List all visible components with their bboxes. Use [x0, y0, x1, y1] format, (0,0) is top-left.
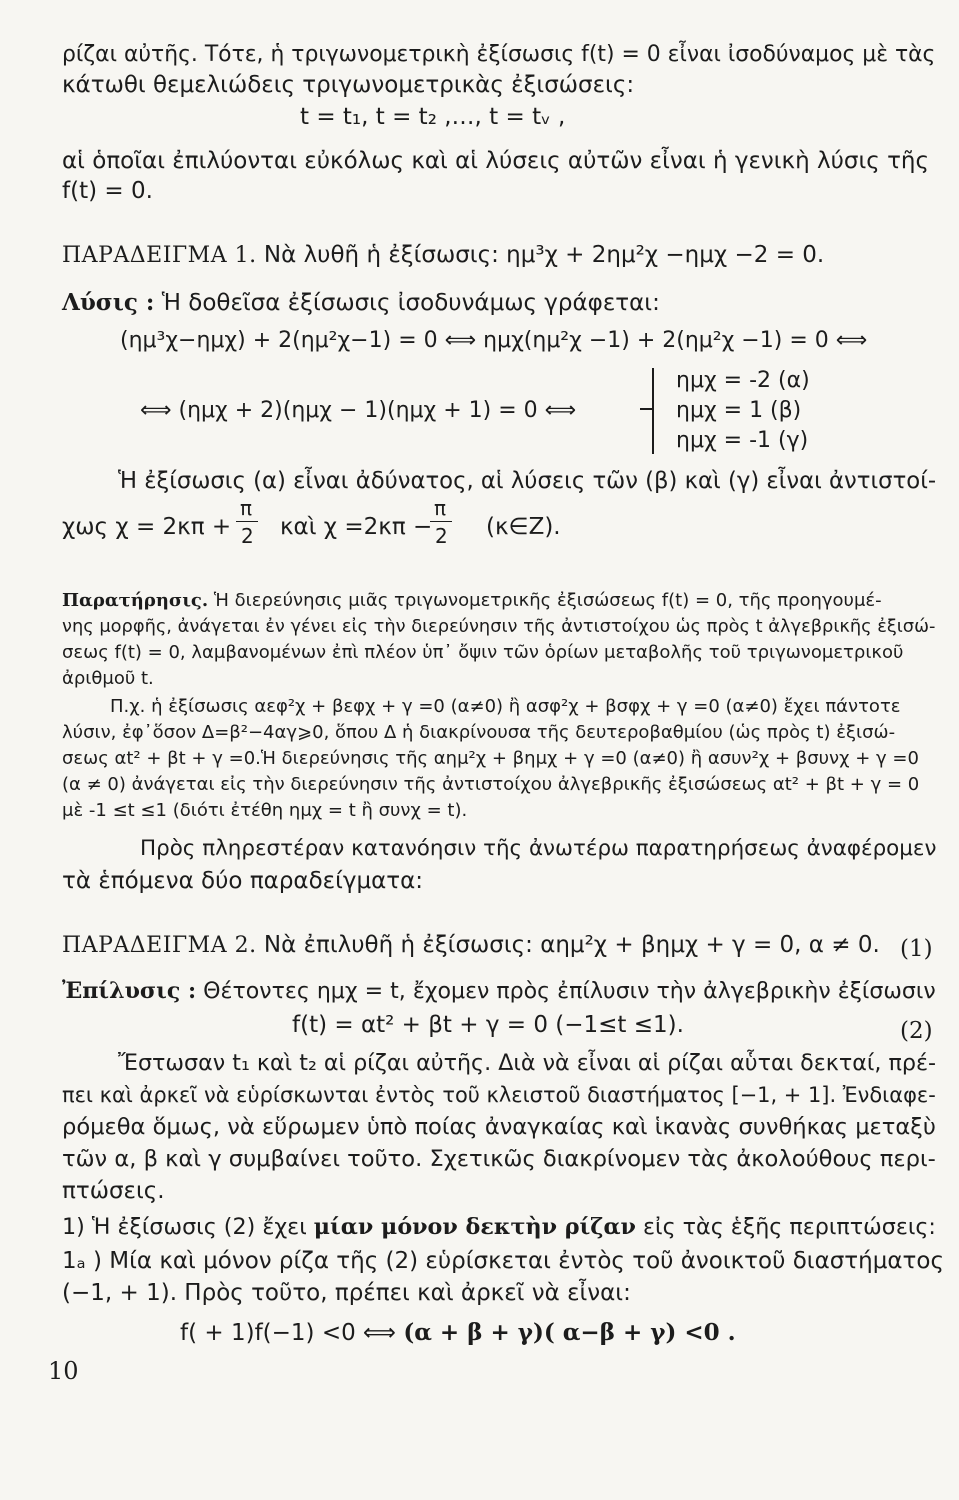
remark-line-1: [62, 588, 882, 614]
conclusion2-part-c: (κ∈Ζ).: [486, 514, 561, 540]
example2-solution-text: Θέτοντες ημχ = t, ἔχομεν πρὸς ἐπίλυσιν τὴν ἀλγεβρικὴν ἐξίσωσιν: [203, 978, 936, 1004]
case-b: ημχ = 1 (β): [676, 398, 802, 423]
remark-line-2: νης μορφῆς, ἀνάγεται ἐν γένει εἰς τὴν διερεύνησιν τῆς ἀντιστοίχου ὡς πρὸς t ἀλγεβρικῆς ἐξισώ-: [62, 616, 936, 637]
example1-equation-1: (ημ³χ−ημχ) + 2(ημ²χ−1) = 0 ⟺ ημχ(ημ²χ −1) + 2(ημ²χ −1) = 0 ⟺: [120, 328, 868, 353]
transition-line-2: τὰ ἑπόμενα δύο παραδείγματα:: [62, 868, 424, 894]
example1-heading: ΠΑΡΑΔΕΙΓΜΑ 1.: [62, 243, 257, 268]
example1-solution-label: Λύσις :: [62, 289, 155, 316]
case-1-emphasis: μίαν μόνον δεκτὴν ρίζαν: [313, 1214, 636, 1240]
conclusion2-part-a: χως χ = 2κπ +: [62, 514, 232, 540]
example2-paragraph-2: πει καὶ ἀρκεῖ νὰ εὑρίσκωνται ἐντὸς τοῦ κλειστοῦ διαστήματος [−1, + 1]. Ἐνδιαφε-: [62, 1083, 936, 1107]
cases-brace: [652, 368, 664, 454]
intro-equation: t = t₁, t = t₂ ,…, t = tᵥ ,: [300, 104, 566, 130]
remark-line-8: (α ≠ 0) ἀνάγεται εἰς τὴν διερεύνησιν τῆς ἀντιστοίχου ἀλγεβρικῆς ἐξισώσεως αt² + βt + γ = 0: [62, 774, 920, 795]
conclusion2-part-b: καὶ χ =2κπ −: [280, 514, 433, 540]
fraction-2-bar: [430, 521, 452, 522]
transition-line-1: Πρὸς πληρεστέραν κατανόησιν τῆς ἀνωτέρω παρατηρήσεως ἀναφέρομεν: [140, 836, 937, 861]
example2-paragraph-5: πτώσεις.: [62, 1178, 165, 1204]
remark-line-4: ἀριθμοῦ t.: [62, 668, 154, 689]
example2-paragraph-1: Ἔστωσαν t₁ καὶ t₂ αἱ ρίζαι αὐτῆς. Διὰ νὰ εἶναι αἱ ρίζαι αὗται δεκταί, πρέ-: [118, 1050, 937, 1076]
example1-title: [62, 240, 824, 271]
case-1-text-c: εἰς τὰς ἑξῆς περιπτώσεις:: [643, 1214, 936, 1240]
example2-title: [62, 930, 880, 961]
case-1-text-a: 1) Ἡ ἐξίσωσις (2) ἔχει: [62, 1214, 307, 1240]
example2-statement: Νὰ ἐπιλυθῆ ἡ ἐξίσωσις: αημ²χ + βημχ + γ = 0, α ≠ 0.: [263, 932, 880, 958]
equation-number-2: (2): [900, 1018, 933, 1044]
example2-solution-label: Ἐπίλυσις :: [62, 978, 197, 1004]
page-number: 10: [48, 1357, 79, 1385]
example2-paragraph-3: ρόμεθα ὅμως, νὰ εὕρωμεν ὑπὸ ποίας ἀναγκαίας καὶ ἱκανὰς συνθήκας μεταξὺ: [62, 1114, 936, 1140]
example2-solution-line: [62, 976, 936, 1006]
remark-line-5: Π.χ. ἡ ἐξίσωσις αεφ²χ + βεφχ + γ =0 (α≠0) ἢ ασφ²χ + βσφχ + γ =0 (α≠0) ἔχει πάντοτε: [110, 696, 901, 717]
remark-line-9: μὲ -1 ≤t ≤1 (διότι ἐτέθη ημχ = t ἢ συνχ = t).: [62, 800, 468, 821]
example1-equation-2: ⟺ (ημχ + 2)(ημχ − 1)(ημχ + 1) = 0 ⟺: [140, 398, 577, 423]
final-condition: [180, 1318, 736, 1348]
case-c: ημχ = -1 (γ): [676, 428, 809, 453]
fraction-2-numerator: π: [434, 496, 447, 520]
example2-equation: f(t) = αt² + βt + γ = 0 (−1≤t ≤1).: [292, 1012, 684, 1038]
example2-paragraph-4: τῶν α, β καὶ γ συμβαίνει τοῦτο. Σχετικῶς διακρίνομεν τὰς ἀκολούθους περι-: [62, 1146, 936, 1172]
case-1-line: [62, 1212, 936, 1242]
intro-line-3: αἱ ὁποῖαι ἐπιλύονται εὐκόλως καὶ αἱ λύσεις αὐτῶν εἶναι ἡ γενικὴ λύσις τῆς: [62, 148, 929, 174]
remark-line-3: σεως f(t) = 0, λαμβανομένων ἐπὶ πλέον ὑπ᾽ ὄψιν τῶν ὁρίων μεταβολῆς τοῦ τριγωνομετρικοῦ: [62, 642, 904, 663]
subcase-1a-line-1: 1ₐ ) Μία καὶ μόνον ρίζα τῆς (2) εὑρίσκεται ἐντὸς τοῦ ἀνοικτοῦ διαστήματος: [62, 1248, 944, 1274]
subcase-1a-line-2: (−1, + 1). Πρὸς τοῦτο, πρέπει καὶ ἀρκεῖ νὰ εἶναι:: [62, 1280, 631, 1306]
equation-number-1: (1): [900, 936, 933, 962]
remark-text-1: Ἡ διερεύνησις μιᾶς τριγωνομετρικῆς ἐξισώσεως f(t) = 0, τῆς προηγουμέ-: [213, 590, 882, 611]
fraction-1-denominator: 2: [241, 524, 254, 548]
example2-heading: ΠΑΡΑΔΕΙΓΜΑ 2.: [62, 933, 257, 958]
final-condition-left: f( + 1)f(−1) <0 ⟺: [180, 1320, 404, 1346]
remark-label: Παρατήρησις.: [62, 590, 209, 611]
remark-line-7: σεως αt² + βt + γ =0.Ἡ διερεύνησις τῆς αημ²χ + βημχ + γ =0 (α≠0) ἢ ασυν²χ + βσυνχ + γ =0: [62, 748, 919, 769]
intro-line-1: ρίζαι αὐτῆς. Τότε, ἡ τριγωνομετρικὴ ἐξίσωσις f(t) = 0 εἶναι ἰσοδύναμος μὲ τὰς: [62, 42, 936, 67]
final-condition-right: (α + β + γ)( α−β + γ) <0 .: [403, 1319, 736, 1346]
example1-solution-line: [62, 288, 660, 318]
case-a: ημχ = -2 (α): [676, 368, 810, 393]
fraction-1-numerator: π: [240, 496, 253, 520]
example1-solution-text: Ἡ δοθεῖσα ἐξίσωσις ἰσοδυνάμως γράφεται:: [161, 290, 660, 316]
fraction-1-bar: [236, 521, 258, 522]
intro-line-2: κάτωθι θεμελιώδεις τριγωνομετρικὰς ἐξισώσεις:: [62, 72, 635, 98]
remark-line-6: λύσιν, ἐφ᾽ὅσον Δ=β²−4αγ⩾0, ὅπου Δ ἡ διακρίνουσα τῆς δευτεροβαθμίου (ὡς πρὸς t) ἐξισώ-: [62, 722, 896, 743]
fraction-2-denominator: 2: [435, 524, 448, 548]
example1-conclusion-1: Ἡ ἐξίσωσις (α) εἶναι ἀδύνατος, αἱ λύσεις τῶν (β) καὶ (γ) εἶναι ἀντιστοί-: [118, 468, 937, 494]
example1-statement: Νὰ λυθῆ ἡ ἐξίσωσις: ημ³χ + 2ημ²χ −ημχ −2 = 0.: [263, 242, 825, 268]
intro-line-4: f(t) = 0.: [62, 178, 153, 204]
